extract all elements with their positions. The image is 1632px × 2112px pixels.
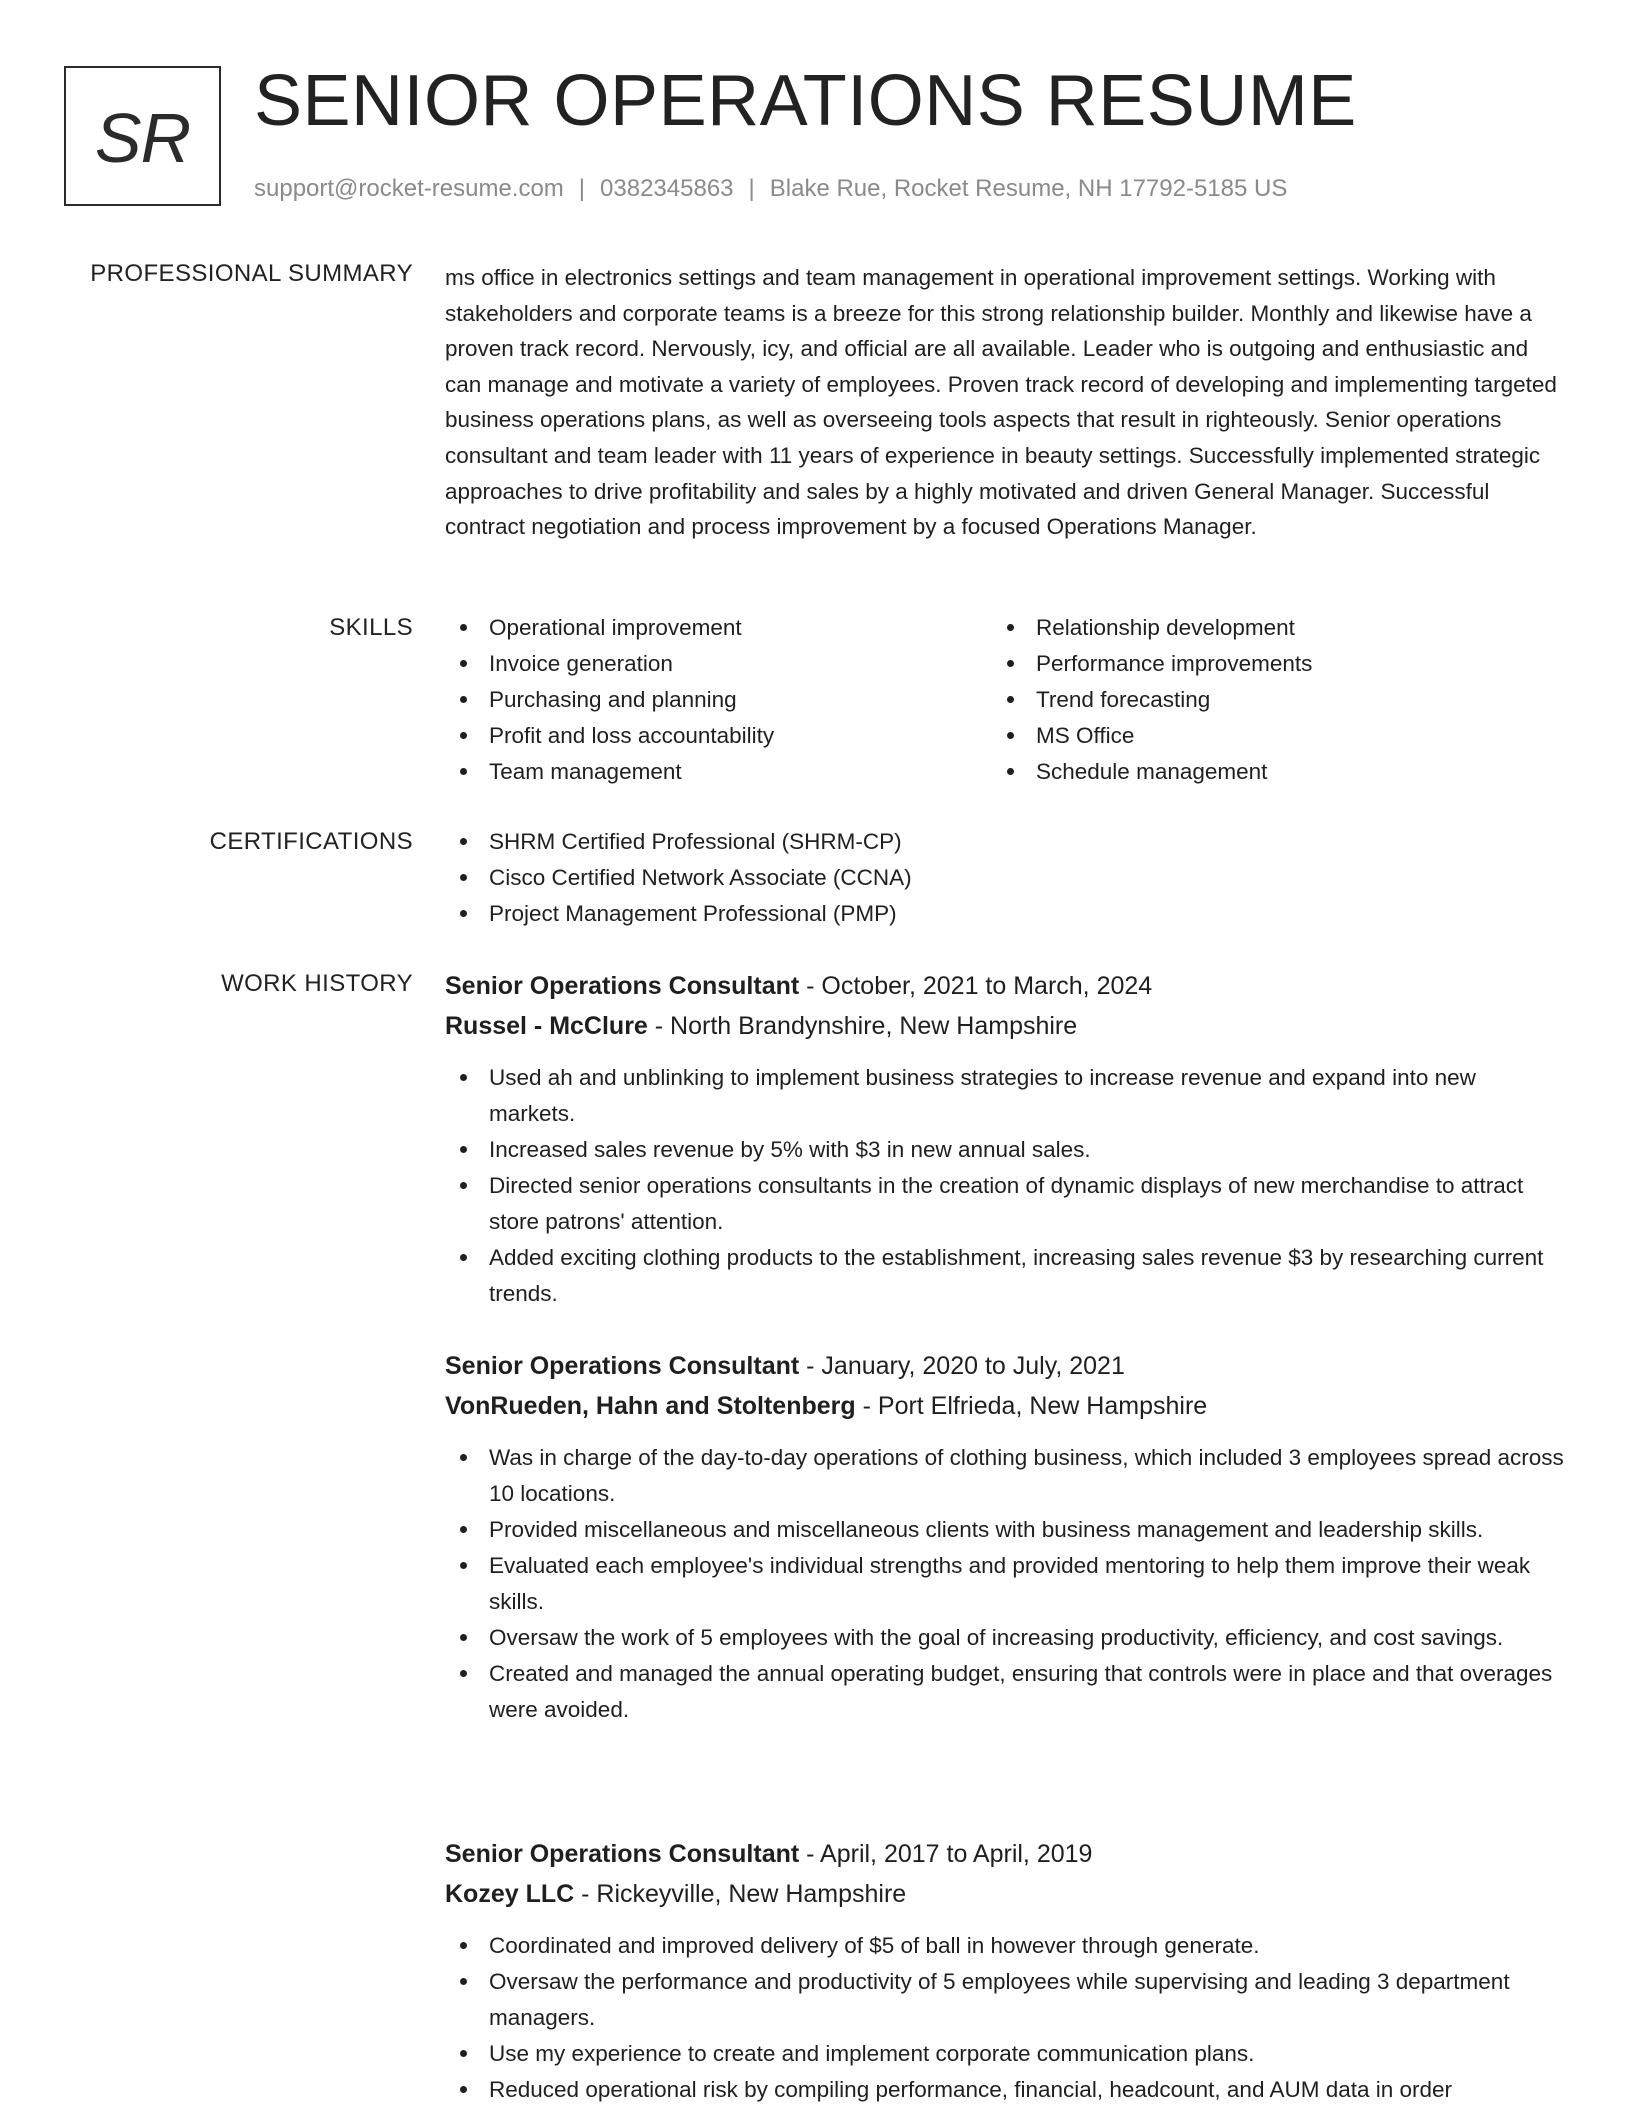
job-bullet: Directed senior operations consultants in the creation of dynamic displays of new merchandise to attract store patrons' attention.	[445, 1168, 1565, 1240]
job-title: Senior Operations Consultant	[445, 972, 800, 1000]
monogram-box	[64, 66, 221, 206]
job-bullet: Evaluated each employee's individual strengths and provided mentoring to help them improve their weak skills.	[445, 1548, 1565, 1620]
job-entry	[445, 1836, 1565, 2108]
job-bullet: Coordinated and improved delivery of $5 of ball in however through generate.	[445, 1928, 1565, 1964]
skill-item: Invoice generation	[445, 646, 992, 682]
resume-title: SENIOR OPERATIONS RESUME	[254, 61, 1357, 141]
job-bullet: Created and managed the annual operating budget, ensuring that controls were in place and that overages were avoided.	[445, 1656, 1565, 1728]
job-dates: - April, 2017 to April, 2019	[799, 1840, 1093, 1868]
job-company-line	[445, 1876, 1565, 1912]
job-title-line	[445, 1836, 1565, 1872]
job-title: Senior Operations Consultant	[445, 1352, 800, 1380]
job-company-line	[445, 1008, 1565, 1044]
job-title: Senior Operations Consultant	[445, 1840, 800, 1868]
skill-item: Purchasing and planning	[445, 682, 992, 718]
job-company-line	[445, 1388, 1565, 1424]
contact-line	[254, 174, 1287, 204]
summary-heading: PROFESSIONAL SUMMARY	[90, 260, 413, 287]
job-bullet: Oversaw the performance and productivity of 5 employees while supervising and leading 3 department managers.	[445, 1964, 1565, 2036]
certifications-heading: CERTIFICATIONS	[209, 828, 413, 855]
skills-list-left	[445, 610, 992, 790]
contact-address: Blake Rue, Rocket Resume, NH 17792-5185 US	[769, 175, 1288, 202]
job-location: - Rickeyville, New Hampshire	[574, 1880, 907, 1908]
job-company: Russel - McClure	[445, 1012, 648, 1040]
monogram-initials: SR	[94, 99, 191, 177]
skill-item: Relationship development	[992, 610, 1539, 646]
job-bullet: Was in charge of the day-to-day operations of clothing business, which included 3 employees spread across 10 locations.	[445, 1440, 1565, 1512]
skill-item: Performance improvements	[992, 646, 1539, 682]
job-company: VonRueden, Hahn and Stoltenberg	[445, 1392, 856, 1420]
job-company: Kozey LLC	[445, 1880, 575, 1908]
job-dates: - January, 2020 to July, 2021	[799, 1352, 1125, 1380]
job-dates: - October, 2021 to March, 2024	[799, 972, 1153, 1000]
certification-item: Cisco Certified Network Associate (CCNA)	[445, 860, 1565, 896]
job-bullets	[445, 1928, 1565, 2108]
certification-item: Project Management Professional (PMP)	[445, 896, 1565, 932]
job-bullet: Added exciting clothing products to the establishment, increasing sales revenue $3 by researching current trends.	[445, 1240, 1565, 1312]
skill-item: MS Office	[992, 718, 1539, 754]
skill-item: Schedule management	[992, 754, 1539, 790]
job-entry	[445, 968, 1565, 1312]
skill-item: Operational improvement	[445, 610, 992, 646]
skills-list-right	[992, 610, 1539, 790]
certification-item: SHRM Certified Professional (SHRM-CP)	[445, 824, 1565, 860]
summary-text: ms office in electronics settings and team management in operational improvement settings. Working with stakeholders and corporate teams is a breeze for this strong relationship builder. Monthly and likewise have a proven track record. Nervously, icy, and official are all available. Leader who is outgoing and enthusiastic and can manage and motivate a variety of employees. Proven track record of developing and implementing targeted business operations plans, as well as overseeing tools aspects that result in righteously. Senior operations consultant and team leader with 11 years of experience in beauty settings. Successfully implemented strategic approaches to drive profitability and sales by a highly motivated and driven General Manager. Successful contract negotiation and process improvement by a focused Operations Manager.	[445, 265, 1557, 540]
skill-item: Profit and loss accountability	[445, 718, 992, 754]
job-bullet: Increased sales revenue by 5% with $3 in new annual sales.	[445, 1132, 1565, 1168]
contact-separator: |	[578, 175, 586, 202]
certifications-body	[445, 824, 1565, 932]
contact-separator: |	[748, 175, 755, 202]
job-bullet: Oversaw the work of 5 employees with the goal of increasing productivity, efficiency, and cost savings.	[445, 1620, 1565, 1656]
skills-heading: SKILLS	[329, 614, 413, 641]
job-bullet: Reduced operational risk by compiling performance, financial, headcount, and AUM data in order	[445, 2072, 1565, 2108]
summary-body	[445, 260, 1565, 545]
job-title-line	[445, 1348, 1565, 1384]
skill-item: Team management	[445, 754, 992, 790]
job-bullet: Used ah and unblinking to implement business strategies to increase revenue and expand into new markets.	[445, 1060, 1565, 1132]
job-bullets	[445, 1060, 1565, 1312]
skills-grid	[445, 610, 1565, 790]
contact-phone: 0382345863	[600, 175, 734, 202]
work-history-heading: WORK HISTORY	[221, 970, 413, 997]
certifications-list	[445, 824, 1565, 932]
job-location: - Port Elfrieda, New Hampshire	[855, 1392, 1208, 1420]
contact-email: support@rocket-resume.com	[254, 175, 564, 202]
job-entry	[445, 1348, 1565, 1728]
job-bullet: Use my experience to create and implement corporate communication plans.	[445, 2036, 1565, 2072]
job-bullet: Provided miscellaneous and miscellaneous clients with business management and leadership skills.	[445, 1512, 1565, 1548]
job-title-line	[445, 968, 1565, 1004]
skill-item: Trend forecasting	[992, 682, 1539, 718]
job-location: - North Brandynshire, New Hampshire	[647, 1012, 1078, 1040]
job-bullets	[445, 1440, 1565, 1728]
skills-body	[445, 610, 1565, 790]
